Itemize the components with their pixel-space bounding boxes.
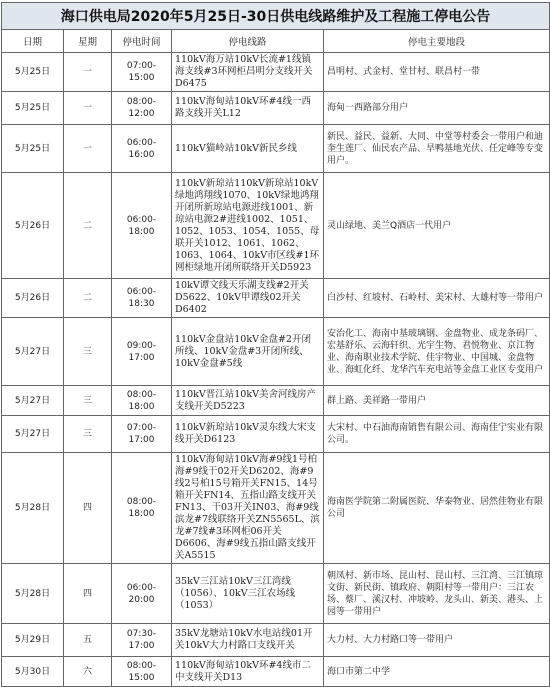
- header-date: 日期: [2, 30, 64, 53]
- cell-weekday: 五: [64, 624, 112, 657]
- header-area: 停电主要地段: [324, 30, 550, 53]
- cell-weekday: 三: [64, 318, 112, 386]
- cell-date: 5月25日: [2, 53, 64, 92]
- table-row: [2, 173, 550, 279]
- cell-line: 110kV海甸站10kV环#4线一西路支线开关L12: [172, 92, 324, 125]
- table-row: [2, 318, 550, 386]
- cell-time: 07:00-15:00: [112, 53, 172, 92]
- cell-time: 08:00-18:00: [112, 453, 172, 564]
- cell-area: 海甸一西路部分用户: [324, 92, 550, 125]
- cell-line: 110kV金盘站10kV金盘#2开闭所线、10kV金盘#3开闭所线、10kV金盘#5线: [172, 318, 324, 386]
- cell-time: 06:00-18:30: [112, 279, 172, 318]
- cell-area: 白沙村、红坡村、石岭村、美宋村、大雄村等一带用户: [324, 279, 550, 318]
- cell-date: 5月29日: [2, 624, 64, 657]
- cell-weekday: 二: [64, 173, 112, 279]
- cell-time: 06:00-16:00: [112, 125, 172, 173]
- cell-date: 5月26日: [2, 279, 64, 318]
- table-row: [2, 624, 550, 657]
- cell-area: 大力村、大力村路口等一带用户: [324, 624, 550, 657]
- cell-date: 5月27日: [2, 416, 64, 453]
- cell-date: 5月27日: [2, 318, 64, 386]
- header-weekday: 星期: [64, 30, 112, 53]
- cell-weekday: 三: [64, 416, 112, 453]
- cell-weekday: 一: [64, 125, 112, 173]
- notice-title: 海口供电局2020年5月25日-30日供电线路维护及工程施工停电公告: [2, 3, 550, 30]
- cell-line: 35kV三江站10kV三江湾线（1056）、10kV三江农场线（1053）: [172, 564, 324, 624]
- cell-time: 08:00-15:00: [112, 657, 172, 687]
- cell-weekday: 一: [64, 92, 112, 125]
- table-row: [2, 564, 550, 624]
- cell-date: 5月28日: [2, 453, 64, 564]
- cell-date: 5月28日: [2, 564, 64, 624]
- cell-weekday: 三: [64, 386, 112, 416]
- cell-time: 07:30-17:00: [112, 624, 172, 657]
- cell-weekday: 四: [64, 564, 112, 624]
- cell-time: 06:00-20:00: [112, 564, 172, 624]
- cell-date: 5月25日: [2, 92, 64, 125]
- cell-area: 灵山绿地、美兰Q酒店一代用户: [324, 173, 550, 279]
- table-row: [2, 416, 550, 453]
- table-row: [2, 657, 550, 687]
- cell-line: 10kV谭文线天乐湖支线#2开关D5622、10kV甲谭线02开关D6402: [172, 279, 324, 318]
- cell-area: 昌明村、式金村、堂甘村、联昌村一带: [324, 53, 550, 92]
- cell-time: 08:00-18:00: [112, 386, 172, 416]
- cell-area: 朝凤村、新市场、昆山村、昆山村、三江湾、三江镇琼文街、新民街、镇政府、朝阳村等一带用户：三江农场、蔡厂、溪汉村、冲坡岭、龙头山、新美、港头、上园等一带用户: [324, 564, 550, 624]
- cell-area: 安治化工、海南中基玻璃钢、金盘物业、成龙条码厂、宏基舒乐、云海轩织、光宇生物、君悦物业、京江物业、海南职业技术学院、佳宇物业、中国城、金盘物业、海虹化纤、龙华汽车充电站等金盘工业区专变用户: [324, 318, 550, 386]
- cell-line: 110kV新琼站110kV新琼站10kV绿地鸿翔线1070、10kV绿地鸿翔开闭所新琼站电源进线1001、新琼站电源2#进线1002、1051、1052、1053、1054、1055、母联开关1012、1061、1062、1063、1064、10kV市区线#1环网柜绿地开闭所联络开关D5923: [172, 173, 324, 279]
- table-row: [2, 53, 550, 92]
- header-time: 停电时间: [112, 30, 172, 53]
- cell-line: 110kV猫岭站10kV新民乡线: [172, 125, 324, 173]
- cell-area: 大宋村、中石油海南销售有限公司、海南佳宁实业有限公司。: [324, 416, 550, 453]
- cell-area: 新民、益民、益新、大同、中堂等村委会一带用户和迪奎生莲厂、仙民农产品、旱鸭基地光伏、任定峰等专变用户。: [324, 125, 550, 173]
- cell-line: 110kV海万站10kV长流#1线镇海支线#3环网柜昌明分支线开关D6475: [172, 53, 324, 92]
- cell-date: 5月30日: [2, 657, 64, 687]
- header-line: 停电线路: [172, 30, 324, 53]
- cell-line: 110kV海甸站10kV海#9线1号柏海#9线干02开关D6202、海#9线2号柏15号箱开关FN15、14号箱开关FN14、五指山路支线开关FN13、干03开关IN03、海#9线滨龙#7线联络开关ZN5565L、滨龙#7线#3环网柜06开关D6606、海#9线五指山路支线开关A5515: [172, 453, 324, 564]
- cell-line: 110kV海甸站10kV环#4线市二中支线开关D13: [172, 657, 324, 687]
- cell-area: 海口市第二中学: [324, 657, 550, 687]
- cell-weekday: 四: [64, 453, 112, 564]
- cell-date: 5月26日: [2, 173, 64, 279]
- table-row: [2, 279, 550, 318]
- cell-weekday: 二: [64, 279, 112, 318]
- cell-date: 5月27日: [2, 386, 64, 416]
- cell-weekday: 一: [64, 53, 112, 92]
- cell-area: 群上路、美祥路一带用户: [324, 386, 550, 416]
- outage-table: [1, 2, 550, 687]
- cell-time: 08:00-12:00: [112, 92, 172, 125]
- cell-line: 35kV龙塘站10kV水电站线01开关10kV大力村路口支线开关: [172, 624, 324, 657]
- header-row: [2, 30, 550, 53]
- cell-weekday: 六: [64, 657, 112, 687]
- cell-line: 110kV新琼站10kV灵东线大宋支线开关D6123: [172, 416, 324, 453]
- table-row: [2, 386, 550, 416]
- cell-line: 110kV晋江站10kV美舍河线房产支线开关D5223: [172, 386, 324, 416]
- table-row: [2, 453, 550, 564]
- cell-area: 海南医学院第二附属医院、华泰物业、居然佳物业有限公司: [324, 453, 550, 564]
- cell-time: 06:00-18:00: [112, 173, 172, 279]
- table-row: [2, 92, 550, 125]
- table-row: [2, 125, 550, 173]
- cell-time: 09:00-17:00: [112, 318, 172, 386]
- cell-date: 5月25日: [2, 125, 64, 173]
- cell-time: 07:00-17:00: [112, 416, 172, 453]
